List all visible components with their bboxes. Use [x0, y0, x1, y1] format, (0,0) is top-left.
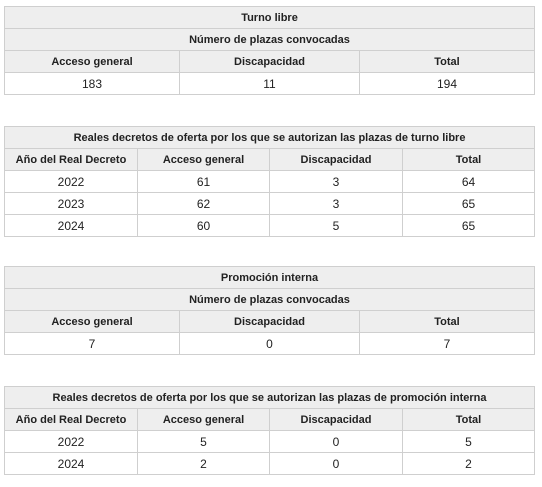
table-row	[5, 333, 535, 355]
table-cell: 5	[270, 215, 403, 237]
table-cell: 194	[360, 73, 535, 95]
column-header: Total	[360, 51, 535, 73]
column-header: Acceso general	[5, 51, 180, 73]
table-title: Reales decretos de oferta por los que se autorizan las plazas de turno libre	[5, 127, 535, 149]
table-subtitle: Número de plazas convocadas	[5, 29, 535, 51]
table-cell: 7	[5, 333, 180, 355]
column-header: Total	[403, 409, 535, 431]
table-header-row	[5, 149, 535, 171]
column-header: Año del Real Decreto	[5, 149, 138, 171]
decretos-promocion-interna-table	[4, 386, 535, 475]
column-header: Total	[360, 311, 535, 333]
table-header-row	[5, 409, 535, 431]
table-header-row	[5, 311, 535, 333]
table-cell: 64	[403, 171, 535, 193]
table-cell: 2024	[5, 215, 138, 237]
table-cell: 62	[138, 193, 270, 215]
table-cell: 60	[138, 215, 270, 237]
column-header: Total	[403, 149, 535, 171]
table-cell: 0	[270, 431, 403, 453]
table-header-row	[5, 51, 535, 73]
table-cell: 3	[270, 193, 403, 215]
turno-libre-table	[4, 6, 535, 95]
table-row	[5, 215, 535, 237]
column-header: Año del Real Decreto	[5, 409, 138, 431]
table-cell: 2	[138, 453, 270, 475]
table-cell: 2022	[5, 431, 138, 453]
table-cell: 61	[138, 171, 270, 193]
table-cell: 5	[138, 431, 270, 453]
table-cell: 2024	[5, 453, 138, 475]
table-subtitle: Número de plazas convocadas	[5, 289, 535, 311]
table-cell: 5	[403, 431, 535, 453]
table-row	[5, 73, 535, 95]
table-row	[5, 431, 535, 453]
table-cell: 0	[180, 333, 360, 355]
column-header: Acceso general	[138, 409, 270, 431]
table-cell: 2023	[5, 193, 138, 215]
table-row	[5, 193, 535, 215]
table-cell: 0	[270, 453, 403, 475]
table-cell: 3	[270, 171, 403, 193]
column-header: Acceso general	[5, 311, 180, 333]
table-cell: 65	[403, 193, 535, 215]
table-cell: 65	[403, 215, 535, 237]
column-header: Acceso general	[138, 149, 270, 171]
decretos-turno-libre-table	[4, 126, 535, 237]
table-title: Promoción interna	[5, 267, 535, 289]
column-header: Discapacidad	[270, 149, 403, 171]
promocion-interna-table	[4, 266, 535, 355]
table-cell: 2022	[5, 171, 138, 193]
table-cell: 183	[5, 73, 180, 95]
table-title: Turno libre	[5, 7, 535, 29]
table-cell: 11	[180, 73, 360, 95]
table-row	[5, 171, 535, 193]
table-title: Reales decretos de oferta por los que se autorizan las plazas de promoción interna	[5, 387, 535, 409]
column-header: Discapacidad	[180, 51, 360, 73]
table-cell: 7	[360, 333, 535, 355]
table-cell: 2	[403, 453, 535, 475]
column-header: Discapacidad	[270, 409, 403, 431]
table-row	[5, 453, 535, 475]
column-header: Discapacidad	[180, 311, 360, 333]
